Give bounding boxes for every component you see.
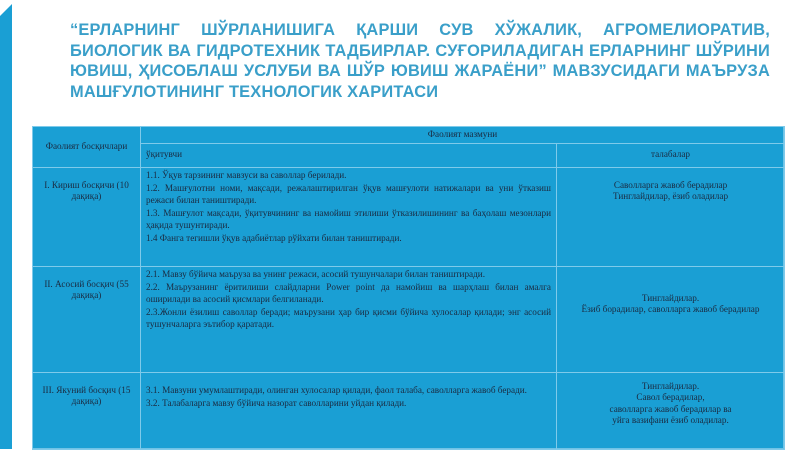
table-row xyxy=(33,266,785,372)
stage-cell: III. Якуний босқич (15 дақиқа) xyxy=(33,372,141,449)
technology-map-table xyxy=(32,126,784,449)
students-cell xyxy=(557,167,785,266)
teacher-item: 1.2. Машғулотни номи, мақсади, режалаштирилган ўқув машғулоти натижалари ва уни ўтказиш режаси билан таништиради. xyxy=(146,183,551,205)
students-item: Тинглайдилар, ёзиб оладилар xyxy=(612,191,729,201)
students-cell xyxy=(557,266,785,372)
table-row xyxy=(33,167,785,266)
teacher-item: 1.3. Машғулот мақсади, ўқитувчининг ва намойиш этилиши ўтказилишининг ва баҳолаш мезонлари ҳақида тушунтиради. xyxy=(146,208,551,230)
teacher-item: 3.1. Мавзуни умумлаштиради, олинган хулосалар қилади, фаол талаба, саволларга жавоб беради. xyxy=(146,384,527,395)
students-item: Тинглайдилар. xyxy=(641,380,700,391)
corner-notch xyxy=(0,0,16,16)
students-cell xyxy=(557,372,785,449)
stage-cell: II. Асосий босқич (55 дақиқа) xyxy=(33,266,141,372)
students-item: Савол берадилар, xyxy=(636,392,705,402)
page-title: “ЕРЛАРНИНГ ШЎРЛАНИШИГА ҚАРШИ СУВ ХЎЖАЛИК, АГРОМЕЛИОРАТИВ, БИОЛОГИК ВА ГИДРОТЕХНИК ТАДБИРЛАР. СУҒОРИЛАДИГАН ЕРЛАРНИНГ ШЎРИНИ ЮВИШ, ҲИСОБЛАШ УСЛУБИ ВА ШЎР ЮВИШ ЖАРАЁНИ” МАВЗУСИДАГИ МАЪРУЗА МАШҒУЛОТИНИНГ ТЕХНОЛОГИК ХАРИТАСИ xyxy=(70,21,770,101)
students-item: Тинглайдилар. xyxy=(641,292,700,303)
header-content: Фаолият мазмуни xyxy=(141,127,785,144)
stage-cell: I. Кириш босқичи (10 дақиқа) xyxy=(33,167,141,266)
teacher-item: 1.4 Фанга тегишли ўқув адабиётлар рўйхати билан таништиради. xyxy=(146,233,402,243)
students-item: Ёзиб борадилар, саволларга жавоб берадилар xyxy=(581,304,760,314)
header-stages: Фаолият босқичлари xyxy=(33,127,141,168)
teacher-item: 2.2. Маърузанинг ёритилиши слайдларни Power point да намойиш ва шарҳлаш билан амалга оширилади ва асосий қисмлари белгиланади. xyxy=(146,282,551,304)
teacher-item: 2.3.Жонли ёзилиш саволлар беради; маърузани ҳар бир қисми бўйича хулосалар қилади; энг асосий тушунчаларга эътибор қаратади. xyxy=(146,307,551,329)
teacher-item: 2.1. Мавзу бўйича маъруза ва унинг режаси, асосий тушунчалари билан таништиради. xyxy=(146,268,486,279)
table-row xyxy=(33,372,785,449)
teacher-item: 3.2. Талабаларга мавзу бўйича назорат саволларини уйдан қилади. xyxy=(146,398,407,408)
teacher-cell xyxy=(141,266,557,372)
teacher-cell xyxy=(141,372,557,449)
header-students: талабалар xyxy=(557,143,785,167)
teacher-cell xyxy=(141,167,557,266)
students-item: уйга вазифани ёзиб оладилар. xyxy=(612,415,729,425)
header-teacher: ўқитувчи xyxy=(141,143,557,167)
teacher-item: 1.1. Ўқув тарзининг мавзуси ва саволлар берилади. xyxy=(146,169,347,180)
students-item: Саволларга жавоб берадилар xyxy=(613,179,728,190)
left-accent-bar xyxy=(0,0,12,449)
students-item: саволларга жавоб берадилар ва xyxy=(609,403,732,414)
